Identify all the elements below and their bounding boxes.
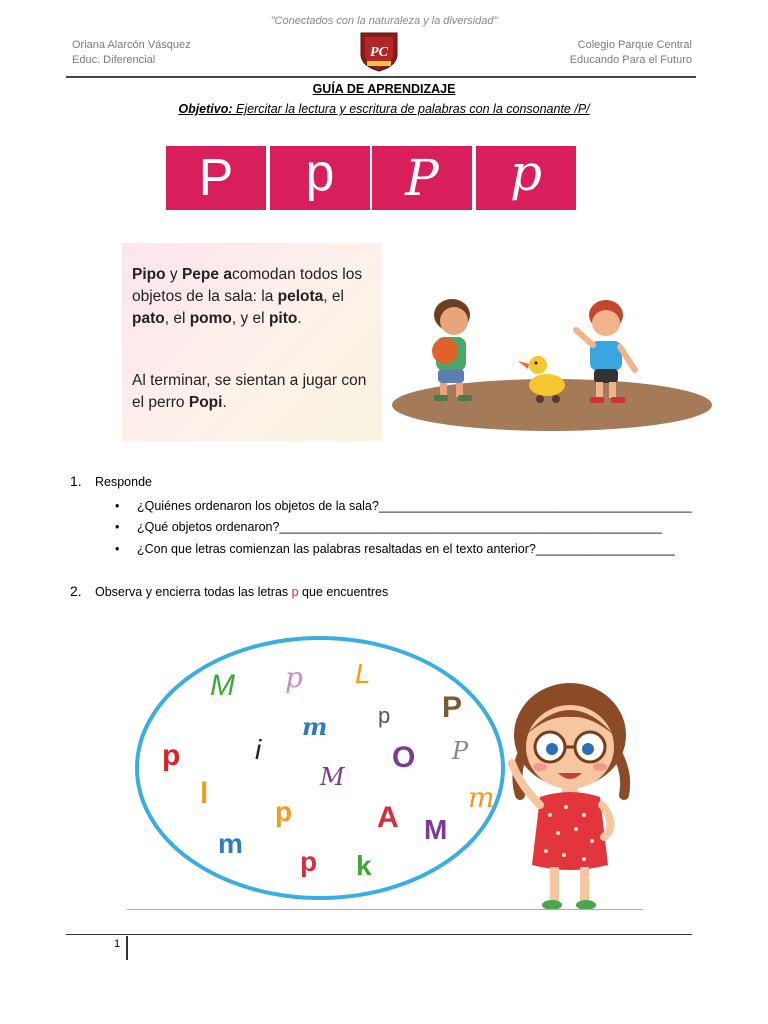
story-text: , el bbox=[164, 310, 190, 327]
bubble-letter: m bbox=[468, 781, 495, 814]
kids-playing-illustration bbox=[390, 285, 720, 435]
instruction-text-end: que encuentres bbox=[298, 585, 389, 599]
letter-tile-cursive-upper bbox=[372, 146, 472, 210]
bubble-letter: P bbox=[442, 691, 463, 724]
question-text: ¿Quiénes ordenaron los objetos de la sala?_____________________________________________ bbox=[137, 499, 692, 513]
story-text: . bbox=[222, 394, 227, 411]
section-2-instruction bbox=[95, 585, 388, 599]
story-text: comodan todos los objetos de la sala: la bbox=[132, 266, 363, 305]
story-highlight-word: pomo bbox=[189, 310, 232, 327]
story-box bbox=[122, 243, 382, 441]
bubble-letter: p bbox=[162, 739, 181, 772]
bubble-letter: k bbox=[356, 850, 372, 881]
question-2 bbox=[115, 520, 662, 534]
bubble-letter: M bbox=[424, 814, 448, 845]
question-1 bbox=[115, 499, 692, 513]
school-logo bbox=[358, 30, 400, 72]
teacher-role: Educ. Diferencial bbox=[72, 54, 156, 66]
bubble-letter: i bbox=[255, 734, 262, 765]
girl-with-glasses-illustration bbox=[500, 675, 650, 915]
section-2-number: 2. bbox=[70, 583, 82, 599]
section-1-heading: Responde bbox=[95, 475, 152, 489]
letter-bubble bbox=[130, 625, 530, 915]
tile-letter: P bbox=[198, 149, 234, 207]
question-3 bbox=[115, 542, 675, 556]
bubble-letter: p bbox=[378, 703, 391, 728]
instruction-text: Observa y encierra todas las letras bbox=[95, 585, 292, 599]
letter-tile-print-upper bbox=[166, 146, 266, 210]
page-title: GUÍA DE APRENDIZAJE bbox=[312, 82, 456, 96]
bubble-letter: m bbox=[302, 712, 328, 741]
story-paragraph-2 bbox=[132, 370, 378, 414]
story-highlight-word: pelota bbox=[277, 288, 324, 305]
bullet-icon: • bbox=[115, 499, 120, 513]
bubble-letter: O bbox=[392, 741, 416, 774]
question-text: ¿Qué objetos ordenaron?_______________________________________________________ bbox=[137, 520, 662, 534]
letter-tile-cursive-lower bbox=[476, 146, 576, 210]
bubble-letter: m bbox=[218, 828, 243, 859]
tile-letter: p bbox=[509, 144, 542, 202]
story-text: , y el bbox=[231, 310, 269, 327]
school-slogan: Educando Para el Futuro bbox=[569, 54, 692, 66]
objective-label: Objetivo: bbox=[178, 102, 233, 116]
bubble-letter: M bbox=[320, 763, 345, 791]
school-name: Colegio Parque Central bbox=[577, 39, 692, 51]
letter-tile-print-lower bbox=[270, 146, 370, 210]
tile-letter: p bbox=[305, 144, 335, 202]
story-highlight-word: pito bbox=[268, 310, 298, 327]
page-number: 1 bbox=[114, 938, 121, 950]
bubble-letter: L bbox=[355, 658, 371, 689]
highlight-letter: p bbox=[291, 585, 299, 599]
story-text: . bbox=[297, 310, 302, 327]
bubble-letter: A bbox=[377, 801, 399, 834]
bullet-icon: • bbox=[115, 542, 120, 556]
story-highlight-word: Popi bbox=[188, 394, 223, 411]
story-highlight-word: a bbox=[223, 266, 232, 283]
story-text: , el bbox=[323, 288, 344, 305]
bubble-letter: l bbox=[200, 777, 209, 810]
bubble-letter: p bbox=[300, 846, 318, 877]
floor-line bbox=[127, 909, 643, 910]
bubble-letter: p bbox=[275, 796, 293, 827]
header-divider bbox=[66, 76, 696, 78]
story-text: y bbox=[165, 266, 182, 283]
footer-divider bbox=[66, 934, 692, 935]
bubble-letter: P bbox=[452, 737, 469, 765]
story-highlight-word: Pepe bbox=[181, 266, 220, 283]
objective bbox=[0, 102, 768, 116]
story-paragraph-1 bbox=[132, 264, 378, 330]
section-1-number: 1. bbox=[70, 473, 82, 489]
objective-text: Ejercitar la lectura y escritura de palabras con la consonante /P/ bbox=[232, 102, 590, 116]
bullet-icon: • bbox=[115, 520, 120, 534]
teacher-info bbox=[72, 38, 191, 68]
school-motto: "Conectados con la naturaleza y la diversidad" bbox=[270, 15, 498, 27]
school-info bbox=[570, 38, 692, 68]
tile-letter: P bbox=[405, 149, 439, 207]
page-number-bar bbox=[126, 936, 128, 960]
question-text: ¿Con que letras comienzan las palabras resaltadas en el texto anterior?____________________ bbox=[137, 542, 675, 556]
bubble-letter: p bbox=[285, 661, 303, 694]
teacher-name: Oriana Alarcón Vásquez bbox=[72, 39, 191, 51]
story-highlight-word: pato bbox=[132, 310, 165, 327]
story-text: Al terminar, se sientan a jugar con el perro bbox=[132, 372, 367, 411]
svg-text:PC: PC bbox=[370, 45, 388, 60]
bubble-letter: M bbox=[210, 669, 235, 702]
story-highlight-word: Pipo bbox=[132, 266, 166, 283]
